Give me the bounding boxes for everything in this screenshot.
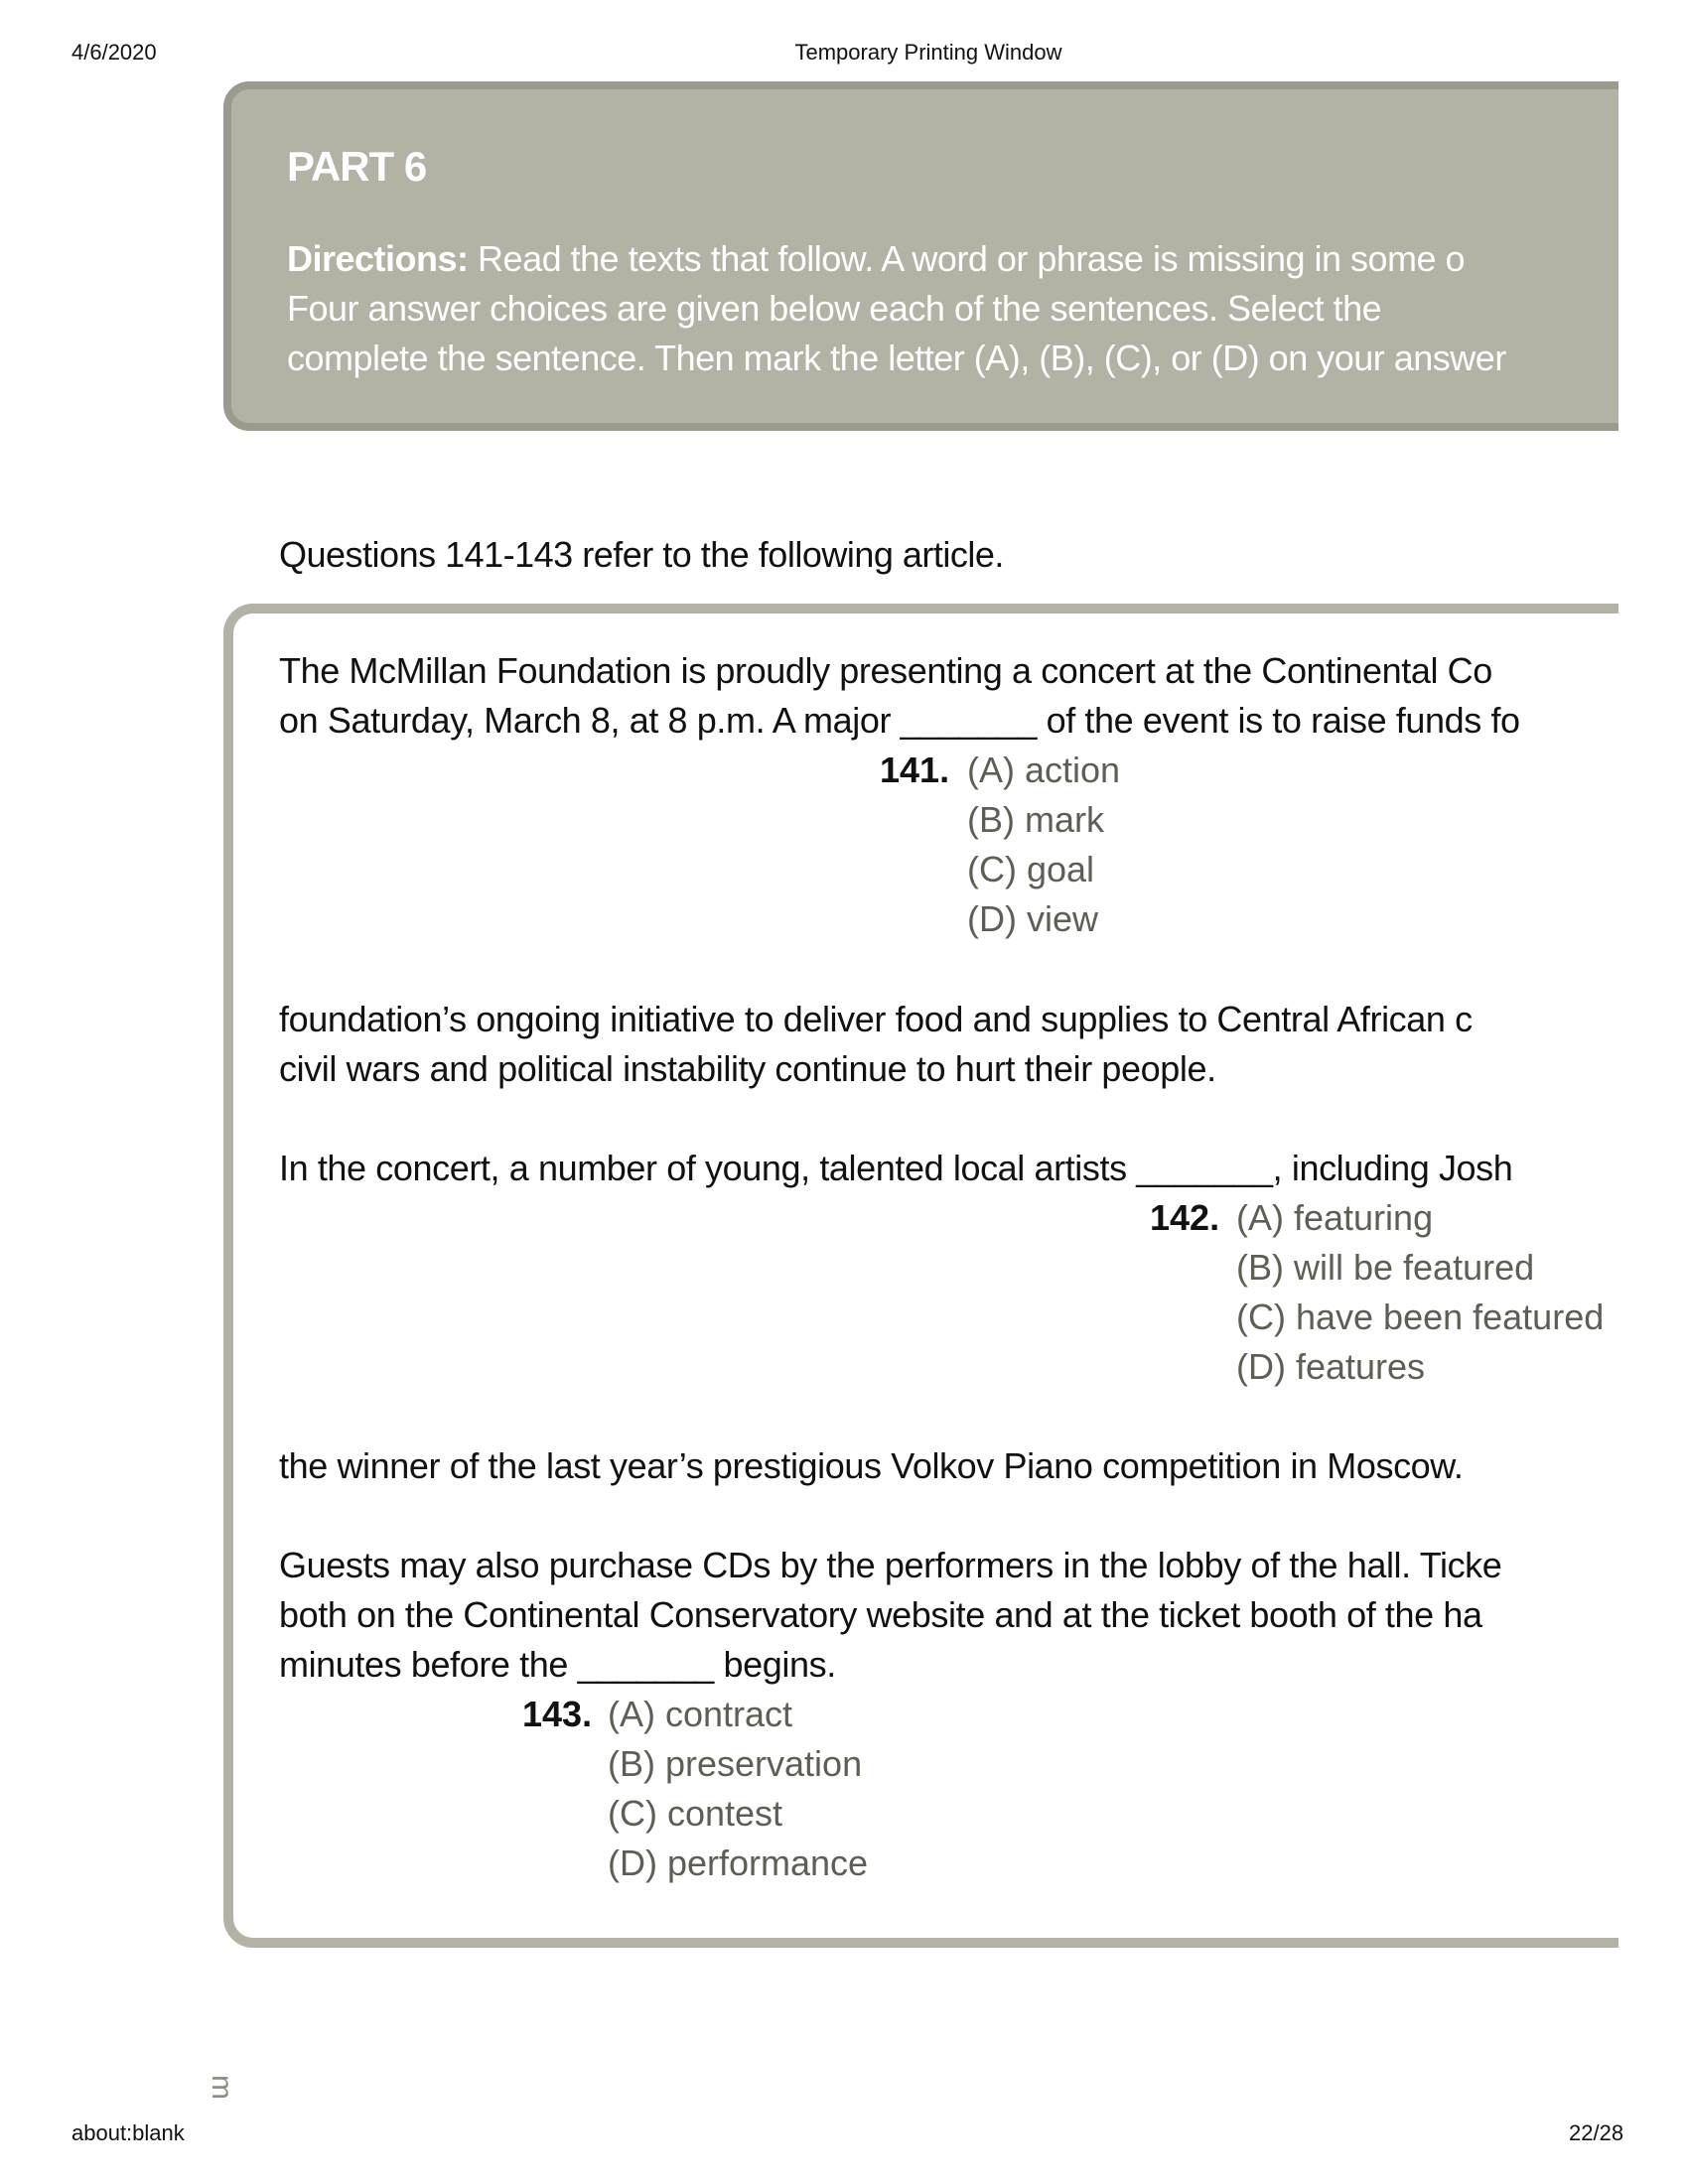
- answer-option-141a[interactable]: (A) action: [967, 750, 1121, 790]
- article-line: foundation’s ongoing initiative to deliver food and supplies to Central African c: [279, 999, 1473, 1039]
- article-line: both on the Continental Conservatory website and at the ticket booth of the ha: [279, 1594, 1482, 1635]
- directions-line: Four answer choices are given below each of the sentences. Select the: [287, 288, 1382, 329]
- answer-option-143a[interactable]: (A) contract: [608, 1694, 793, 1734]
- question-number-141: 141.: [880, 750, 950, 790]
- answer-option-141c[interactable]: (C) goal: [967, 849, 1095, 889]
- question-number-142: 142.: [1150, 1197, 1220, 1238]
- margin-watermark: m: [206, 2075, 238, 2100]
- article-line: minutes before the _______ begins.: [279, 1644, 836, 1685]
- article-line: the winner of the last year’s prestigious Volkov Piano competition in Moscow.: [279, 1445, 1464, 1486]
- answer-option-142b[interactable]: (B) will be featured: [1236, 1247, 1535, 1288]
- print-url: about:blank: [71, 2120, 185, 2145]
- questions-intro: Questions 141-143 refer to the following article.: [279, 534, 1004, 575]
- directions-line: Read the texts that follow. A word or phrase is missing in some o: [468, 238, 1466, 279]
- answer-option-143b[interactable]: (B) preservation: [608, 1743, 863, 1784]
- answer-option-143d[interactable]: (D) performance: [608, 1843, 869, 1883]
- answer-option-141d[interactable]: (D) view: [967, 898, 1098, 939]
- print-window-title: Temporary Printing Window: [794, 40, 1062, 65]
- print-date: 4/6/2020: [71, 40, 157, 65]
- directions-label: Directions:: [287, 238, 469, 279]
- article-line: on Saturday, March 8, at 8 p.m. A major _______ of the event is to raise funds fo: [279, 700, 1520, 741]
- article-line: The McMillan Foundation is proudly presenting a concert at the Continental Co: [279, 650, 1492, 691]
- part-title: PART 6: [287, 143, 427, 190]
- page-number: 22/28: [1569, 2120, 1624, 2145]
- question-number-143: 143.: [522, 1694, 593, 1734]
- article-line: Guests may also purchase CDs by the performers in the lobby of the hall. Ticke: [279, 1545, 1502, 1585]
- answer-option-142c[interactable]: (C) have been featured: [1236, 1297, 1605, 1337]
- article-line: In the concert, a number of young, talented local artists _______, including Josh: [279, 1148, 1513, 1188]
- answer-option-143c[interactable]: (C) contest: [608, 1793, 783, 1834]
- article-line: civil wars and political instability continue to hurt their people.: [279, 1048, 1216, 1089]
- directions-line: complete the sentence. Then mark the letter (A), (B), (C), or (D) on your answer: [287, 338, 1506, 378]
- answer-option-141b[interactable]: (B) mark: [967, 799, 1104, 840]
- answer-option-142a[interactable]: (A) featuring: [1236, 1197, 1434, 1238]
- answer-option-142d[interactable]: (D) features: [1236, 1346, 1426, 1387]
- directions-text: [287, 234, 1618, 383]
- directions-box: [223, 81, 1618, 431]
